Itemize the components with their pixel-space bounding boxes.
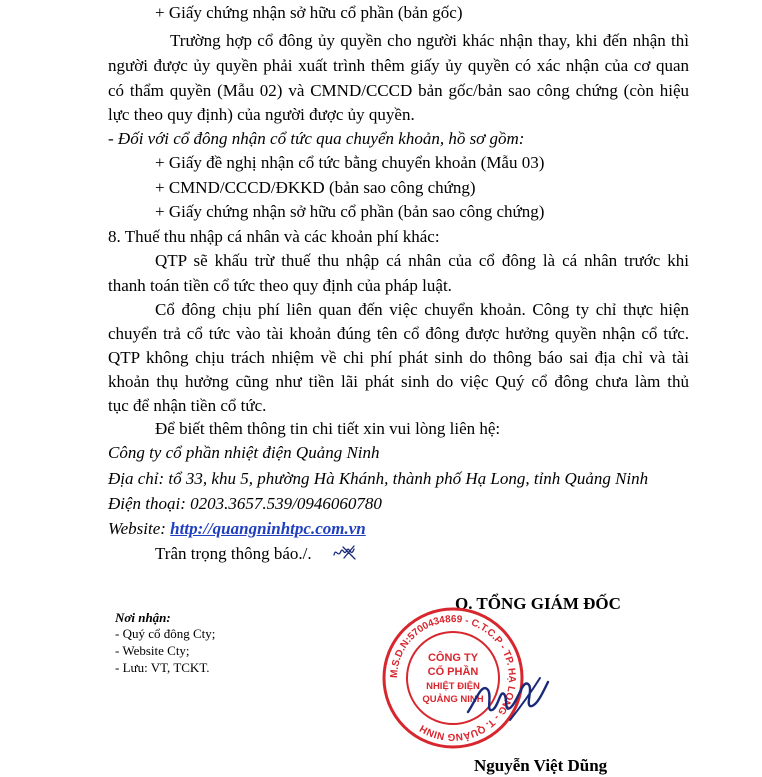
recipient-item: - Lưu: VT, TCKT. — [115, 660, 210, 675]
company-name: Công ty cổ phần nhiệt điện Quảng Ninh — [108, 443, 380, 462]
seal-line: CỔ PHẦN — [427, 666, 479, 678]
company-address: Địa chỉ: tổ 33, khu 5, phường Hà Khánh, thành phố Hạ Long, tỉnh Quảng Ninh — [108, 469, 649, 488]
website-link[interactable]: http://quangninhtpc.com.vn — [170, 519, 366, 538]
item-transfer-request-form: + Giấy đề nghị nhận cổ tức bằng chuyển khoản (Mẫu 03) — [155, 153, 545, 172]
seal-ring-text: M.S.D.N:5700434869 - C.T.C.P - TP. HẠ LONG - T. QUẢNG NINH — [388, 613, 518, 743]
item-share-certificate-original: + Giấy chứng nhận sở hữu cổ phần (bản gốc) — [155, 3, 463, 22]
handwritten-signature — [462, 660, 552, 730]
seal-line: CÔNG TY — [427, 652, 479, 664]
company-phone: Điện thoại: 0203.3657.539/0946060780 — [108, 494, 382, 513]
fee-paragraph-line-4: khoản thụ hưởng cũng như tiền lãi phát sinh do việc Quý cổ đông chưa làm thủ — [108, 372, 689, 391]
tax-paragraph-line-1: QTP sẽ khấu trừ thuế thu nhập cá nhân của cổ đông là cá nhân trước khi — [155, 251, 689, 270]
initial-mark — [330, 541, 360, 563]
seal-line: QUẢNG NINH — [422, 694, 484, 705]
proxy-paragraph-line-4: lực theo quy định) của người được ủy quyền. — [108, 105, 415, 124]
recipient-item: - Quý cổ đông Cty; — [115, 626, 216, 641]
signer-name: Nguyễn Việt Dũng — [474, 756, 608, 775]
item-id-copy: + CMND/CCCD/ĐKKD (bản sao công chứng) — [155, 178, 476, 197]
fee-paragraph-line-5: tục để nhận tiền cổ tức. — [108, 396, 267, 415]
fee-paragraph-line-3: QTP không chịu trách nhiệm về chi phí phát sinh do thông báo sai địa chỉ và tài — [108, 348, 689, 367]
recipient-item: - Website Cty; — [115, 643, 190, 658]
contact-intro: Để biết thêm thông tin chi tiết xin vui lòng liên hệ: — [155, 419, 501, 438]
tax-paragraph-line-2: thanh toán tiền cổ tức theo quy định của pháp luật. — [108, 276, 452, 295]
website-label: Website: — [108, 519, 171, 538]
proxy-paragraph-line-3: có thẩm quyền (Mẫu 02) và CMND/CCCD bản gốc/bản sao công chứng (còn hiệu — [108, 81, 689, 100]
website-line — [108, 518, 366, 540]
proxy-paragraph-line-2: người được ủy quyền phải xuất trình thêm giấy ủy quyền có xác nhận của cơ quan — [108, 56, 689, 75]
closing-line: Trân trọng thông báo./. — [155, 544, 312, 563]
seal-line: NHIỆT ĐIỆN — [426, 681, 480, 692]
recipients-heading: Nơi nhận: — [115, 610, 171, 625]
section-8-heading: 8. Thuế thu nhập cá nhân và các khoản phí khác: — [108, 227, 440, 246]
fee-paragraph-line-2: chuyển trả cổ tức vào tài khoản đúng tên cổ đông được hưởng quyền nhận cổ tức. — [108, 324, 689, 343]
signer-title: Q. TỔNG GIÁM ĐỐC — [455, 594, 621, 613]
proxy-paragraph-line-1: Trường hợp cổ đông ủy quyền cho người khác nhận thay, khi đến nhận thì — [170, 31, 689, 50]
transfer-section-heading: - Đối với cổ đông nhận cổ tức qua chuyển khoản, hồ sơ gồm: — [108, 129, 525, 148]
item-share-certificate-copy: + Giấy chứng nhận sở hữu cổ phần (bản sao công chứng) — [155, 202, 545, 221]
fee-paragraph-line-1: Cổ đông chịu phí liên quan đến việc chuyển khoản. Công ty chỉ thực hiện — [155, 300, 689, 319]
